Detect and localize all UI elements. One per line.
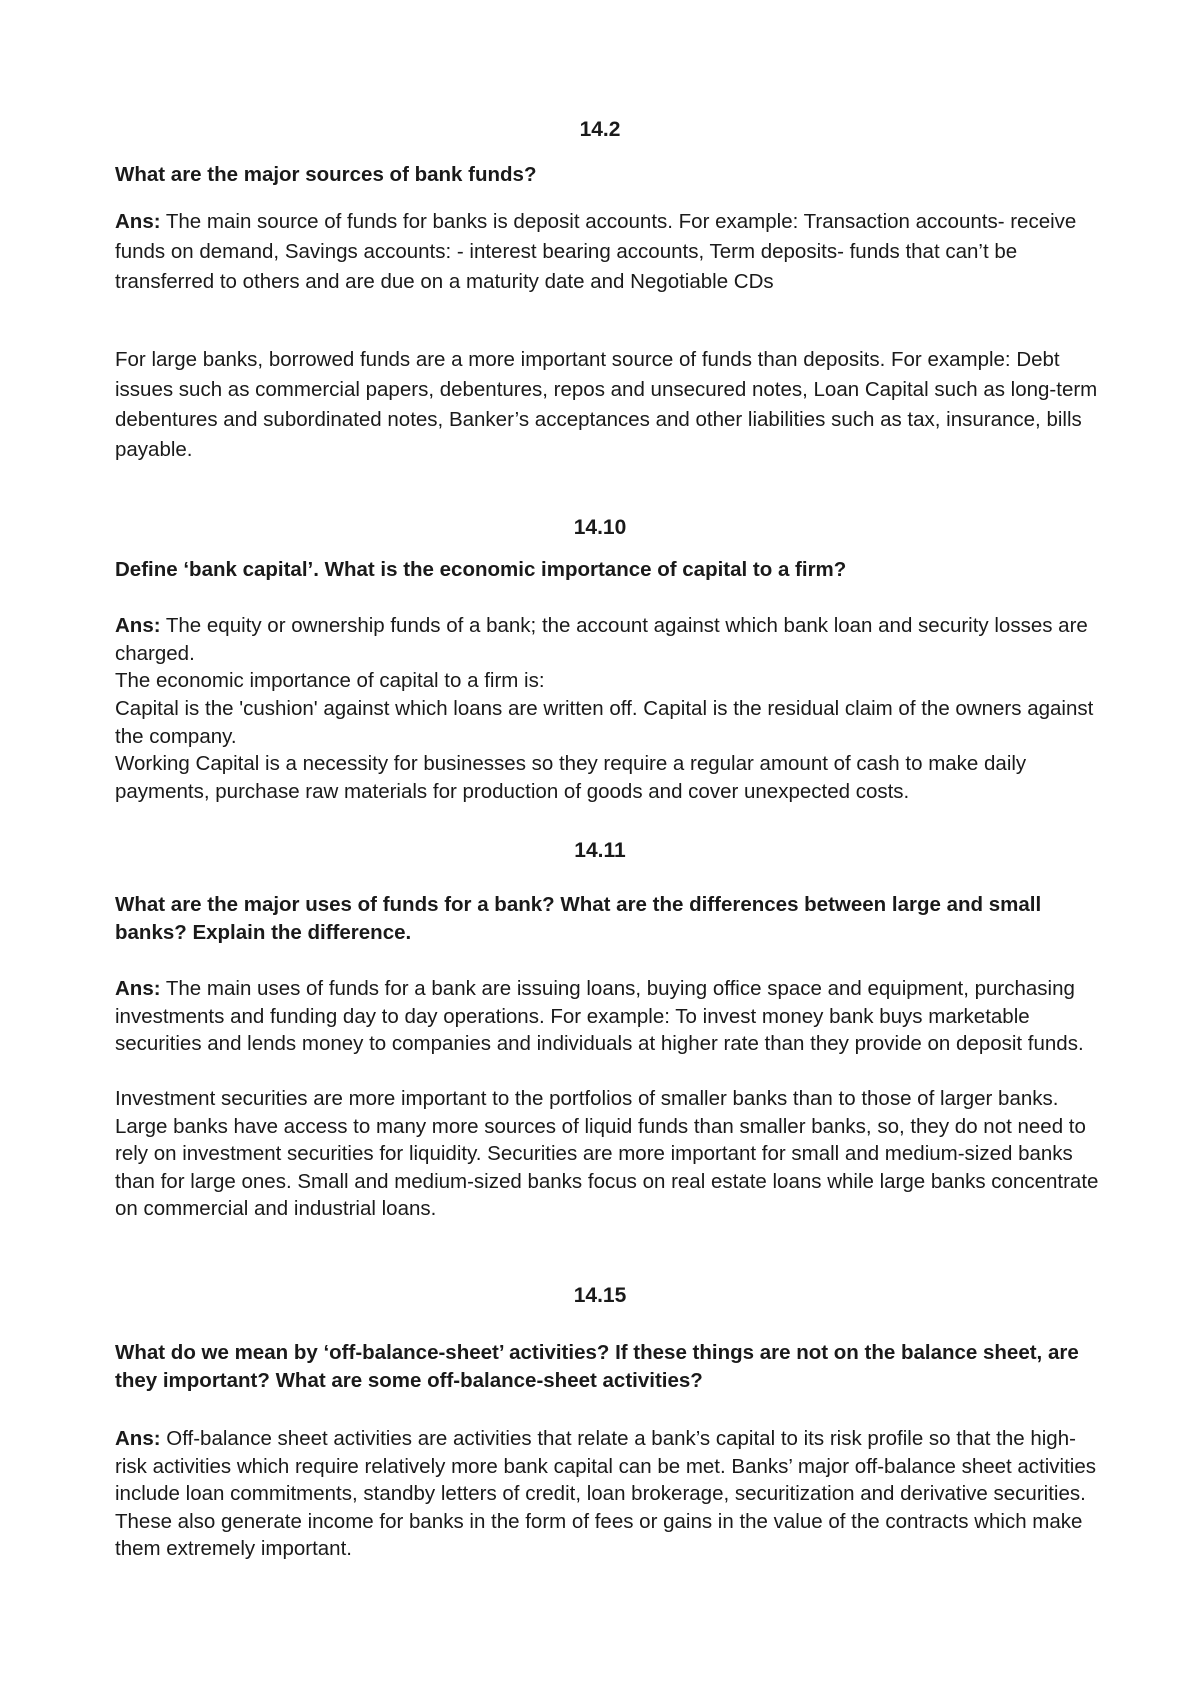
section-number: 14.10: [573, 516, 627, 539]
answer-paragraph: [115, 975, 1105, 1058]
answer-paragraph: Working Capital is a necessity for businesses so they require a regular amount of cash to make daily payments, purchase raw materials for production of goods and cover unexpected costs.: [115, 752, 1027, 803]
answer-label: Ans:: [115, 977, 161, 1000]
answer-paragraph: For large banks, borrowed funds are a more important source of funds than deposits. For example: Debt issues such as commercial papers, debentures, repos and unsecured notes, Loan Capital such as long-term debentures and subordinated notes, Banker’s acceptances and other liabilities such as tax, insurance, bills payable.: [115, 348, 1098, 461]
question-heading: What are the major sources of bank funds?: [115, 163, 537, 186]
answer-text: The main uses of funds for a bank are issuing loans, buying office space and equipment, purchasing investments and funding day to day operations. For example: To invest money bank buys marketable securities and lends money to companies and individuals at higher rate than they provide on deposit funds.: [115, 977, 1084, 1056]
answer-paragraph: The economic importance of capital to a firm is:: [115, 669, 545, 692]
section-number: 14.11: [574, 839, 626, 862]
answer-text: Off-balance sheet activities are activities that relate a bank’s capital to its risk profile so that the high-risk activities which require relatively more bank capital can be met. Banks’ major off-balance sheet activities include loan commitments, standby letters of credit, loan brokerage, securitization and derivative securities. These also generate income for banks in the form of fees or gains in the value of the contracts which make them extremely important.: [115, 1427, 1097, 1561]
answer-paragraph: [115, 612, 1105, 667]
answer-label: Ans:: [115, 210, 161, 233]
section-number: 14.15: [573, 1284, 627, 1307]
answer-label: Ans:: [115, 1427, 161, 1450]
question-heading: What are the major uses of funds for a bank? What are the differences between large and small banks? Explain the difference.: [115, 893, 1042, 944]
answer-paragraph: Capital is the 'cushion' against which loans are written off. Capital is the residual claim of the owners against the company.: [115, 697, 1094, 748]
answer-paragraph: [115, 207, 1105, 297]
answer-paragraph: [115, 1425, 1105, 1563]
section-number: 14.2: [579, 118, 621, 141]
answer-label: Ans:: [115, 614, 161, 637]
answer-text: The equity or ownership funds of a bank; the account against which bank loan and security losses are charged.: [115, 614, 1088, 665]
question-heading: Define ‘bank capital’. What is the economic importance of capital to a firm?: [115, 558, 847, 581]
question-heading: What do we mean by ‘off-balance-sheet’ activities? If these things are not on the balance sheet, are they important? What are some off-balance-sheet activities?: [115, 1341, 1079, 1392]
answer-text: The main source of funds for banks is deposit accounts. For example: Transaction accounts- receive funds on demand, Savings accounts: - interest bearing accounts, Term deposits- funds that can’t be transferred to others and are due on a maturity date and Negotiable CDs: [115, 210, 1077, 293]
answer-paragraph: Investment securities are more important to the portfolios of smaller banks than to those of larger banks. Large banks have access to many more sources of liquid funds than smaller banks, so, they do not need to rely on investment securities for liquidity. Securities are more important for small and medium-sized banks than for large ones. Small and medium-sized banks focus on real estate loans while large banks concentrate on commercial and industrial loans.: [115, 1087, 1099, 1221]
